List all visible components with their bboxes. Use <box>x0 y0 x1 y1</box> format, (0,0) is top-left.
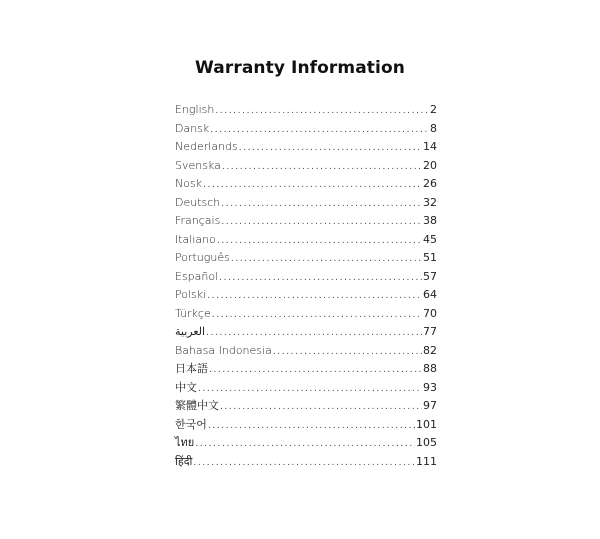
toc-entry-chinese-traditional[interactable] <box>175 397 437 416</box>
toc-entry-label: Español <box>175 269 219 283</box>
toc-entry-page: 77 <box>423 325 437 338</box>
dot-leader <box>207 287 422 306</box>
toc-entry-label: 한국어 <box>175 417 207 431</box>
toc-entry-label: العربية <box>175 325 206 338</box>
toc-entry-label: Italiano <box>175 232 216 246</box>
dot-leader <box>206 324 422 343</box>
toc-entry-nosk[interactable] <box>175 175 437 194</box>
dot-leader <box>222 158 422 177</box>
toc-entry-label: Português <box>175 251 230 264</box>
toc-entry-espanol[interactable] <box>175 268 437 287</box>
toc-entry-page: 57 <box>423 269 437 283</box>
toc-entry-arabic[interactable] <box>175 323 437 342</box>
toc-entry-page: 2 <box>430 103 437 116</box>
toc-entry-deutsch[interactable] <box>175 194 437 213</box>
dot-leader <box>220 398 422 417</box>
toc-entry-label: Français <box>175 214 221 227</box>
toc-entry-page: 88 <box>423 362 437 375</box>
dot-leader <box>195 435 415 454</box>
toc-entry-korean[interactable] <box>175 416 437 435</box>
toc-entry-bahasa-indonesia[interactable] <box>175 342 437 361</box>
toc-entry-page: 45 <box>423 232 437 246</box>
dot-leader <box>212 306 422 325</box>
dot-leader <box>219 269 422 288</box>
toc-entry-polski[interactable] <box>175 286 437 305</box>
dot-leader <box>198 380 422 399</box>
toc-entry-japanese[interactable] <box>175 360 437 379</box>
dot-leader <box>221 213 422 232</box>
toc-entry-page: 101 <box>416 417 437 431</box>
toc-entry-page: 93 <box>423 380 437 394</box>
toc-entry-hindi[interactable] <box>175 453 437 472</box>
toc-entry-label: Türkçe <box>175 306 211 320</box>
toc-entry-page: 20 <box>423 158 437 172</box>
dot-leader <box>208 417 415 436</box>
toc-entry-nederlands[interactable] <box>175 138 437 157</box>
dot-leader <box>215 102 429 121</box>
table-of-contents <box>175 101 437 471</box>
toc-entry-label: English <box>175 103 215 116</box>
toc-entry-label: Nosk <box>175 177 203 190</box>
toc-entry-label: 日本語 <box>175 362 208 375</box>
toc-entry-label: Dansk <box>175 121 210 135</box>
toc-entry-page: 70 <box>423 306 437 320</box>
toc-entry-page: 64 <box>423 288 437 301</box>
dot-leader <box>231 250 422 269</box>
dot-leader <box>217 232 422 251</box>
dot-leader <box>210 121 429 140</box>
toc-entry-page: 8 <box>430 121 437 135</box>
dot-leader <box>239 139 422 158</box>
toc-entry-label: 繁體中文 <box>175 399 219 412</box>
toc-entry-label: Svenska <box>175 158 221 172</box>
toc-entry-svenska[interactable] <box>175 157 437 176</box>
toc-entry-page: 32 <box>423 195 437 209</box>
dot-leader <box>193 454 415 473</box>
toc-entry-turkce[interactable] <box>175 305 437 324</box>
toc-entry-page: 111 <box>416 454 437 468</box>
toc-entry-label: 中文 <box>175 380 197 394</box>
toc-entry-label: Nederlands <box>175 140 238 153</box>
dot-leader <box>209 361 422 380</box>
toc-entry-dansk[interactable] <box>175 120 437 139</box>
dot-leader <box>203 176 422 195</box>
toc-entry-page: 26 <box>423 177 437 190</box>
toc-entry-page: 105 <box>416 436 437 449</box>
toc-entry-label: Deutsch <box>175 195 221 209</box>
toc-entry-page: 51 <box>423 251 437 264</box>
dot-leader <box>221 195 422 214</box>
toc-entry-chinese-simplified[interactable] <box>175 379 437 398</box>
toc-entry-page: 97 <box>423 399 437 412</box>
toc-entry-label: Polski <box>175 288 207 301</box>
toc-entry-page: 82 <box>423 343 437 357</box>
toc-entry-label: ไทย <box>175 436 195 449</box>
toc-entry-thai[interactable] <box>175 434 437 453</box>
page-title: Warranty Information <box>195 58 405 78</box>
toc-entry-label: Bahasa Indonesia <box>175 343 272 357</box>
toc-entry-francais[interactable] <box>175 212 437 231</box>
toc-entry-italiano[interactable] <box>175 231 437 250</box>
dot-leader <box>273 343 422 362</box>
toc-entry-english[interactable] <box>175 101 437 120</box>
toc-entry-portugues[interactable] <box>175 249 437 268</box>
toc-entry-page: 14 <box>423 140 437 153</box>
toc-entry-page: 38 <box>423 214 437 227</box>
toc-entry-label: हिंदी <box>175 454 193 468</box>
